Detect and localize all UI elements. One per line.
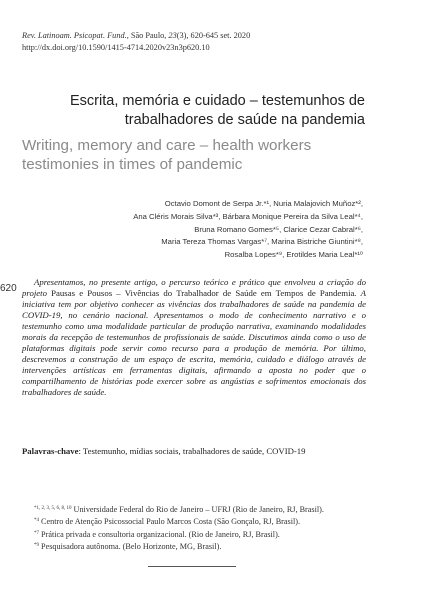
journal-place: , São Paulo,	[126, 31, 169, 40]
abstract-body: . A iniciativa tem por objetivo conhecer as vivências dos trabalhadores de saúde na pandemia de COVID-19, no cenário nacional. Apresentamos o modo de conhecimento narrativo e o testemunho como uma modalidade particular de produção narrativa, examinando modalidades morais da recepção de testemunhos de profissionais de saúde. Discutimos ainda como o uso de plataformas digitais pode servir como recurso para a produção de memória. Por último, descrevemos a construção de um espaço de escrita, memória, cuidado e diálogo através de intervenções artísticas em ferramentas digitais, afirmando a aposta no poder que o compartilhamento de histórias pode exercer sobre as angústias e sofrimentos emocionais dos trabalhadores de saúde.	[22, 288, 367, 398]
affiliation-notes	[22, 503, 368, 552]
keywords	[22, 446, 366, 457]
journal-volume: 23	[168, 31, 177, 40]
keywords-text: : Testemunho, mídias sociais, trabalhadores de saúde, COVID-19	[78, 446, 306, 456]
journal-name: Rev. Latinoam. Psicopat. Fund.	[22, 31, 127, 40]
author-list	[60, 198, 363, 262]
note-text: Centro de Atenção Psicossocial Paulo Marcos Costa (São Gonçalo, RJ, Brasil).	[39, 517, 301, 527]
page-margin-number: 620	[0, 283, 17, 294]
journal-header	[22, 30, 250, 53]
author-line: Rosalba Lopes*⁹, Erotildes Maria Leal*¹⁰	[224, 250, 363, 260]
abstract	[22, 277, 366, 399]
journal-issue-pages: (3), 620-645 set. 2020	[176, 31, 251, 40]
author-line: Ana Cléris Morais Silva*³, Bárbara Monique Pereira da Silva Leal*⁴,	[133, 211, 363, 221]
journal-doi[interactable]: http://dx.doi.org/10.1590/1415-4714.2020v23n3p620.10	[22, 42, 210, 52]
note-mark: *1, 2, 3, 5, 6, 8, 10	[34, 506, 72, 511]
note-mark: *7	[34, 530, 39, 536]
keywords-label: Palavras-chave	[22, 446, 79, 456]
affiliation-note	[22, 515, 368, 527]
project-name: Pausas e Pousos – Vivências do Trabalhador de Saúde em Tempos de Pandemia	[51, 288, 355, 299]
affiliation-note	[22, 540, 368, 552]
note-text: Universidade Federal do Rio de Janeiro – UFRJ (Rio de Janeiro, RJ, Brasil).	[71, 505, 324, 514]
journal-citation	[22, 30, 250, 42]
note-text: Pesquisadora autônoma. (Belo Horizonte, MG, Brasil).	[39, 541, 222, 551]
note-mark: *4	[34, 518, 39, 524]
note-mark: *9	[34, 542, 39, 548]
affiliation-note	[22, 503, 368, 515]
author-line: Octavio Domont de Serpa Jr.*¹, Nuria Malajovich Muñoz*²,	[164, 199, 363, 208]
article-title-portuguese: Escrita, memória e cuidado – testemunhos de trabalhadores de saúde na pandemia	[70, 93, 365, 128]
abstract-intro: Apresentamos, no presente artigo, o percurso teórico e prático que envolveu a criação do projeto	[22, 277, 366, 299]
affiliation-note	[22, 528, 368, 540]
article-title-english: Writing, memory and care – health workers testimonies in times of pandemic	[22, 137, 312, 173]
note-text: Prática privada e consultoria organizacional. (Rio de Janeiro, RJ, Brasil).	[39, 529, 280, 539]
author-line: Bruna Romano Gomes*⁵, Clarice Cezar Cabral*⁶,	[194, 224, 363, 234]
footnote-separator	[148, 566, 236, 567]
author-line: Maria Tereza Thomas Vargas*⁷, Marina Bistriche Giuntini*⁸,	[161, 237, 363, 247]
